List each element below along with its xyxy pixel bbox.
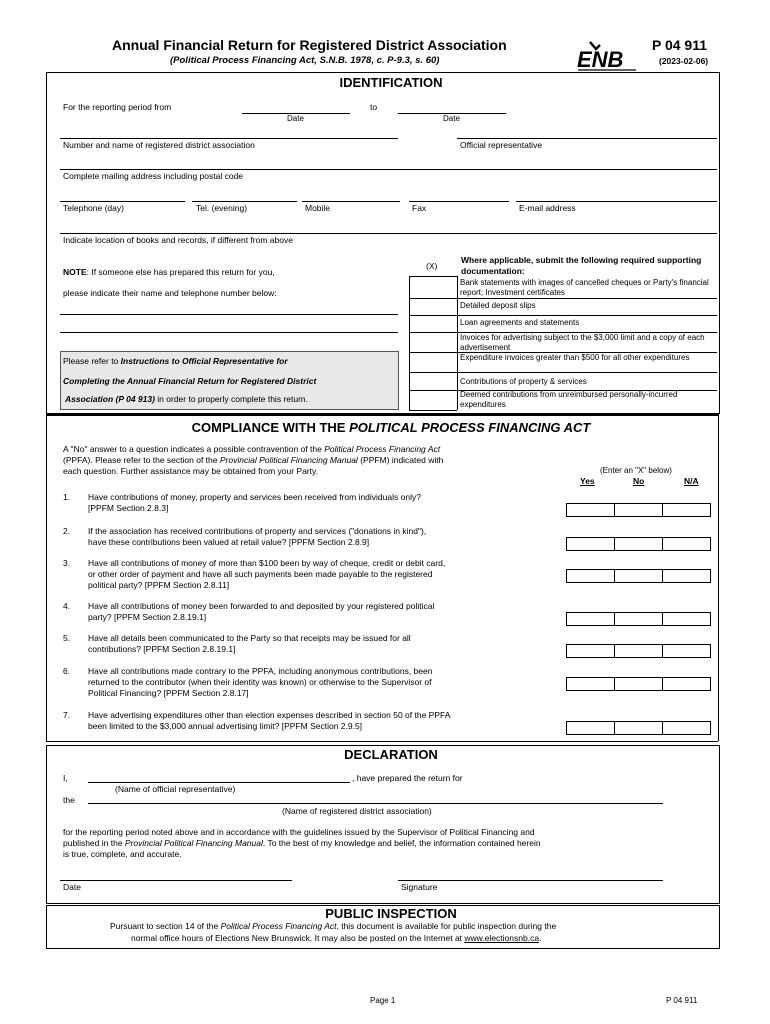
question-text: Have all contributions made contrary to the PPFA, including anonymous contributions, been returned to the contributor (when their identity was known) or otherwise to the Supervisor of Political Financing? [PPFM Section 2.8.17]	[88, 666, 433, 698]
declaration-the-label: the	[63, 795, 75, 805]
answer-no-box[interactable]	[614, 537, 663, 551]
form-title: Annual Financial Return for Registered District Association	[112, 37, 507, 53]
answer-na-box[interactable]	[662, 677, 711, 691]
answer-na-box[interactable]	[662, 612, 711, 626]
question-text: Have contributions of money, property and services been received from individuals only? [PPFM Section 2.8.3]	[88, 492, 421, 513]
answer-yes-box[interactable]	[566, 612, 615, 626]
doc-checkbox-loan[interactable]	[410, 316, 456, 331]
compliance-intro-1: A "No" answer to a question indicates a possible contravention of the Political Process Financing Act	[63, 444, 441, 454]
doc-checkbox-advertising[interactable]	[410, 333, 456, 351]
note-text: NOTE: If someone else has prepared this return for you,	[63, 267, 275, 277]
signature-label: Signature	[401, 882, 438, 892]
mobile-field[interactable]	[302, 201, 400, 202]
answer-yes-box[interactable]	[566, 644, 615, 658]
question-text: Have all contributions of money been forwarded to and deposited by your registered political party? [PPFM Section 2.8.19.1]	[88, 601, 435, 622]
association-name-field[interactable]	[88, 803, 663, 804]
refer-instructions-box	[60, 351, 399, 410]
refer-line-1: Please refer to Instructions to Official Representative for	[63, 356, 288, 366]
answer-no-box[interactable]	[614, 644, 663, 658]
refer-line-2: Completing the Annual Financial Return for Registered District	[63, 376, 317, 386]
preparer-phone-field[interactable]	[60, 332, 398, 333]
question-number: 3.	[63, 558, 71, 568]
doc-item: Invoices for advertising subject to the $3,000 limit and a copy of each advertisement	[460, 333, 705, 352]
official-name-caption: (Name of official representative)	[115, 784, 236, 794]
declaration-body-1: for the reporting period noted above and in accordance with the guidelines issued by the Supervisor of Political Financing and	[63, 827, 535, 837]
address-label: Complete mailing address including postal code	[63, 171, 244, 181]
doc-item: Deemed contributions from unreimbursed personally-incurred expenditures	[460, 390, 678, 409]
declaration-body-2: published in the Provincial Political Financing Manual. To the best of my knowledge and belief, the information contained herein	[63, 838, 541, 848]
tel-day-field[interactable]	[60, 201, 185, 202]
doc-checkbox-deposit[interactable]	[410, 299, 456, 314]
declaration-body-3: is true, complete, and accurate.	[63, 849, 182, 859]
public-line-2: normal office hours of Elections New Brunswick. It may also be posted on the Internet at www.electionsnb.ca.	[131, 933, 542, 943]
yes-header: Yes	[580, 476, 595, 486]
to-label: to	[370, 102, 378, 112]
date-label-to: Date	[443, 114, 460, 123]
date-label-from: Date	[287, 114, 304, 123]
email-field[interactable]	[516, 201, 717, 202]
identification-heading: IDENTIFICATION	[339, 75, 443, 90]
public-inspection-heading: PUBLIC INSPECTION	[325, 906, 457, 921]
answer-no-box[interactable]	[614, 503, 663, 517]
email-label: E-mail address	[519, 203, 576, 213]
books-location-label: Indicate location of books and records, if different from above	[63, 235, 293, 245]
public-line-1: Pursuant to section 14 of the Political Process Financing Act, this document is available for public inspection during the	[110, 921, 557, 931]
official-name-field[interactable]	[88, 782, 350, 783]
compliance-intro-3: each question. Further assistance may be obtained from your Party.	[63, 466, 318, 476]
doc-item: Loan agreements and statements	[460, 318, 580, 327]
page-number: Page 1	[370, 996, 396, 1005]
answer-na-box[interactable]	[662, 721, 711, 735]
enter-x-note: (Enter an "X" below)	[600, 466, 672, 475]
declaration-date-field[interactable]	[60, 880, 292, 881]
answer-yes-box[interactable]	[566, 721, 615, 735]
association-field[interactable]	[60, 138, 398, 139]
question-number: 1.	[63, 492, 71, 502]
question-text: Have all details been communicated to the Party so that receipts may be issued for all contributions? [PPFM Section 2.8.19.1]	[88, 633, 411, 654]
electionsnb-link[interactable]: www.electionsnb.ca	[464, 933, 540, 943]
doc-checkbox-deemed[interactable]	[410, 391, 456, 409]
tel-evening-field[interactable]	[192, 201, 297, 202]
fax-field[interactable]	[409, 201, 509, 202]
doc-checkbox-expenditure[interactable]	[410, 353, 456, 371]
doc-item: Expenditure invoices greater than $500 for all other expenditures	[460, 353, 690, 362]
question-text: If the association has received contributions of property and services ("donations in kind"), have these contributions been valued at retail value? [PPFM Section 2.8.9]	[88, 526, 427, 547]
question-number: 4.	[63, 601, 71, 611]
question-text: Have all contributions of money of more than $100 been by way of cheque, credit or debit card, or other order of payment and have all such payments been made payable to the registered political party? [PPFM Section 2.8.11]	[88, 558, 446, 590]
tel-day-label: Telephone (day)	[63, 203, 124, 213]
address-field[interactable]	[60, 169, 717, 170]
doc-item: Contributions of property & services	[460, 377, 587, 386]
tel-evening-label: Tel. (evening)	[196, 203, 248, 213]
answer-na-box[interactable]	[662, 569, 711, 583]
official-rep-field[interactable]	[457, 138, 717, 139]
question-number: 5.	[63, 633, 71, 643]
fax-label: Fax	[412, 203, 427, 213]
doc-item: Bank statements with images of cancelled cheques or Party's financial report; Investment certificates	[460, 278, 709, 297]
declaration-i-label: I,	[63, 773, 68, 783]
preparer-name-field[interactable]	[60, 314, 398, 315]
question-number: 6.	[63, 666, 71, 676]
question-text: Have advertising expenditures other than election expenses described in section 50 of the PPFA been limited to the $3,000 annual advertising limit? [PPFM Section 2.9.5]	[88, 710, 451, 731]
answer-na-box[interactable]	[662, 537, 711, 551]
answer-yes-box[interactable]	[566, 677, 615, 691]
answer-no-box[interactable]	[614, 677, 663, 691]
signature-field[interactable]	[398, 880, 663, 881]
period-label: For the reporting period from	[63, 102, 172, 112]
association-label: Number and name of registered district association	[63, 140, 255, 150]
enb-logo	[576, 40, 638, 72]
official-rep-label: Official representative	[460, 140, 543, 150]
compliance-intro-2: (PPFA). Please refer to the section of the Provincial Political Financing Manual (PPFM) indicated with	[63, 455, 444, 465]
logo-text: ENB	[577, 47, 624, 72]
association-name-caption: (Name of registered district association)	[282, 806, 432, 816]
answer-yes-box[interactable]	[566, 537, 615, 551]
answer-na-box[interactable]	[662, 503, 711, 517]
x-column-header: (X)	[426, 261, 438, 271]
compliance-heading: COMPLIANCE WITH THE POLITICAL PROCESS FINANCING ACT	[191, 420, 591, 435]
doc-checkbox-property[interactable]	[410, 373, 456, 389]
note-text-2: please indicate their name and telephone number below:	[63, 288, 277, 298]
answer-no-box[interactable]	[614, 721, 663, 735]
answer-no-box[interactable]	[614, 569, 663, 583]
footer-form-number: P 04 911	[666, 996, 698, 1005]
declaration-heading: DECLARATION	[344, 747, 438, 762]
mobile-label: Mobile	[305, 203, 331, 213]
declaration-date-label: Date	[63, 882, 81, 892]
refer-line-3: Association (P 04 913) in order to properly complete this return.	[65, 394, 308, 404]
declaration-prepared: , have prepared the return for	[352, 773, 463, 783]
no-header: No	[633, 476, 645, 486]
na-header: N/A	[684, 476, 699, 486]
docs-heading: Where applicable, submit the following required supporting documentation:	[461, 255, 702, 276]
books-location-field[interactable]	[60, 233, 717, 234]
answer-yes-box[interactable]	[566, 503, 615, 517]
doc-item: Detailed deposit slips	[460, 301, 536, 310]
answer-no-box[interactable]	[614, 612, 663, 626]
answer-yes-box[interactable]	[566, 569, 615, 583]
form-subtitle: (Political Process Financing Act, S.N.B. 1978, c. P-9.3, s. 60)	[170, 55, 440, 66]
form-number: P 04 911	[652, 37, 708, 53]
form-date: (2023-02-06)	[659, 56, 709, 66]
question-number: 7.	[63, 710, 71, 720]
answer-na-box[interactable]	[662, 644, 711, 658]
doc-checkbox-bank[interactable]	[410, 277, 456, 297]
question-number: 2.	[63, 526, 71, 536]
